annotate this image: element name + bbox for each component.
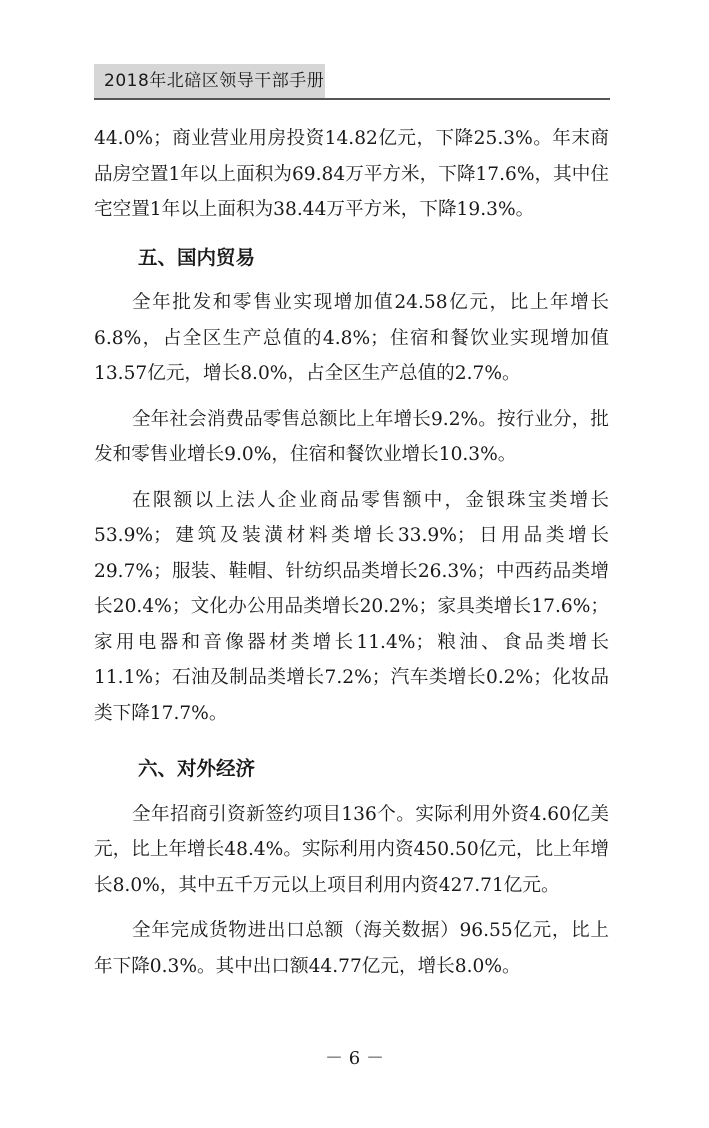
header-rule <box>94 98 610 100</box>
paragraph-wholesale-retail: 全年批发和零售业实现增加值24.58亿元，比上年增长6.8%，占全区生产总值的4.8%；住宿和餐饮业实现增加值13.57亿元，增长8.0%，占全区生产总值的2.7%。 <box>94 292 609 384</box>
page-body <box>94 121 609 984</box>
running-header-title: 2018年北碚区领导干部手册 <box>104 71 325 91</box>
section-heading-domestic-trade: 五、国内贸易 <box>138 245 256 269</box>
section-heading-external-economy: 六、对外经济 <box>138 757 256 780</box>
paragraph-investment: 全年招商引资新签约项目136个。实际利用外资4.60亿美元，比上年增长48.4%。实际利用内资450.50亿元，比上年增长8.0%，其中五千万元以上项目利用内资427.71亿元。 <box>94 803 609 896</box>
paragraph-import-export: 全年完成货物进出口总额（海关数据）96.55亿元，比上年下降0.3%。其中出口额44.77亿元，增长8.0%。 <box>94 920 609 977</box>
paragraph-real-estate-continued: 44.0%；商业营业用房投资14.82亿元，下降25.3%。年末商品房空置1年以上面积为69.84万平方米，下降17.6%，其中住宅空置1年以上面积为38.44万平方米，下降19.3%。 <box>94 128 609 220</box>
paragraph-consumer-retail: 全年社会消费品零售总额比上年增长9.2%。按行业分，批发和零售业增长9.0%，住宿和餐饮业增长10.3%。 <box>94 408 609 465</box>
paragraph-retail-categories: 在限额以上法人企业商品零售额中，金银珠宝类增长53.9%；建筑及装潢材料类增长33.9%；日用品类增长29.7%；服装、鞋帽、针纺织品类增长26.3%；中西药品类增长20.4%；文化办公用品类增长20.2%；家具类增长17.6%；家用电器和音像器材类增长11.4%；粮油、食品类增长11.1%；石油及制品类增长7.2%；汽车类增长0.2%；化妆品类下降17.7%。 <box>94 489 609 724</box>
page-number: － 6 － <box>325 1048 384 1069</box>
